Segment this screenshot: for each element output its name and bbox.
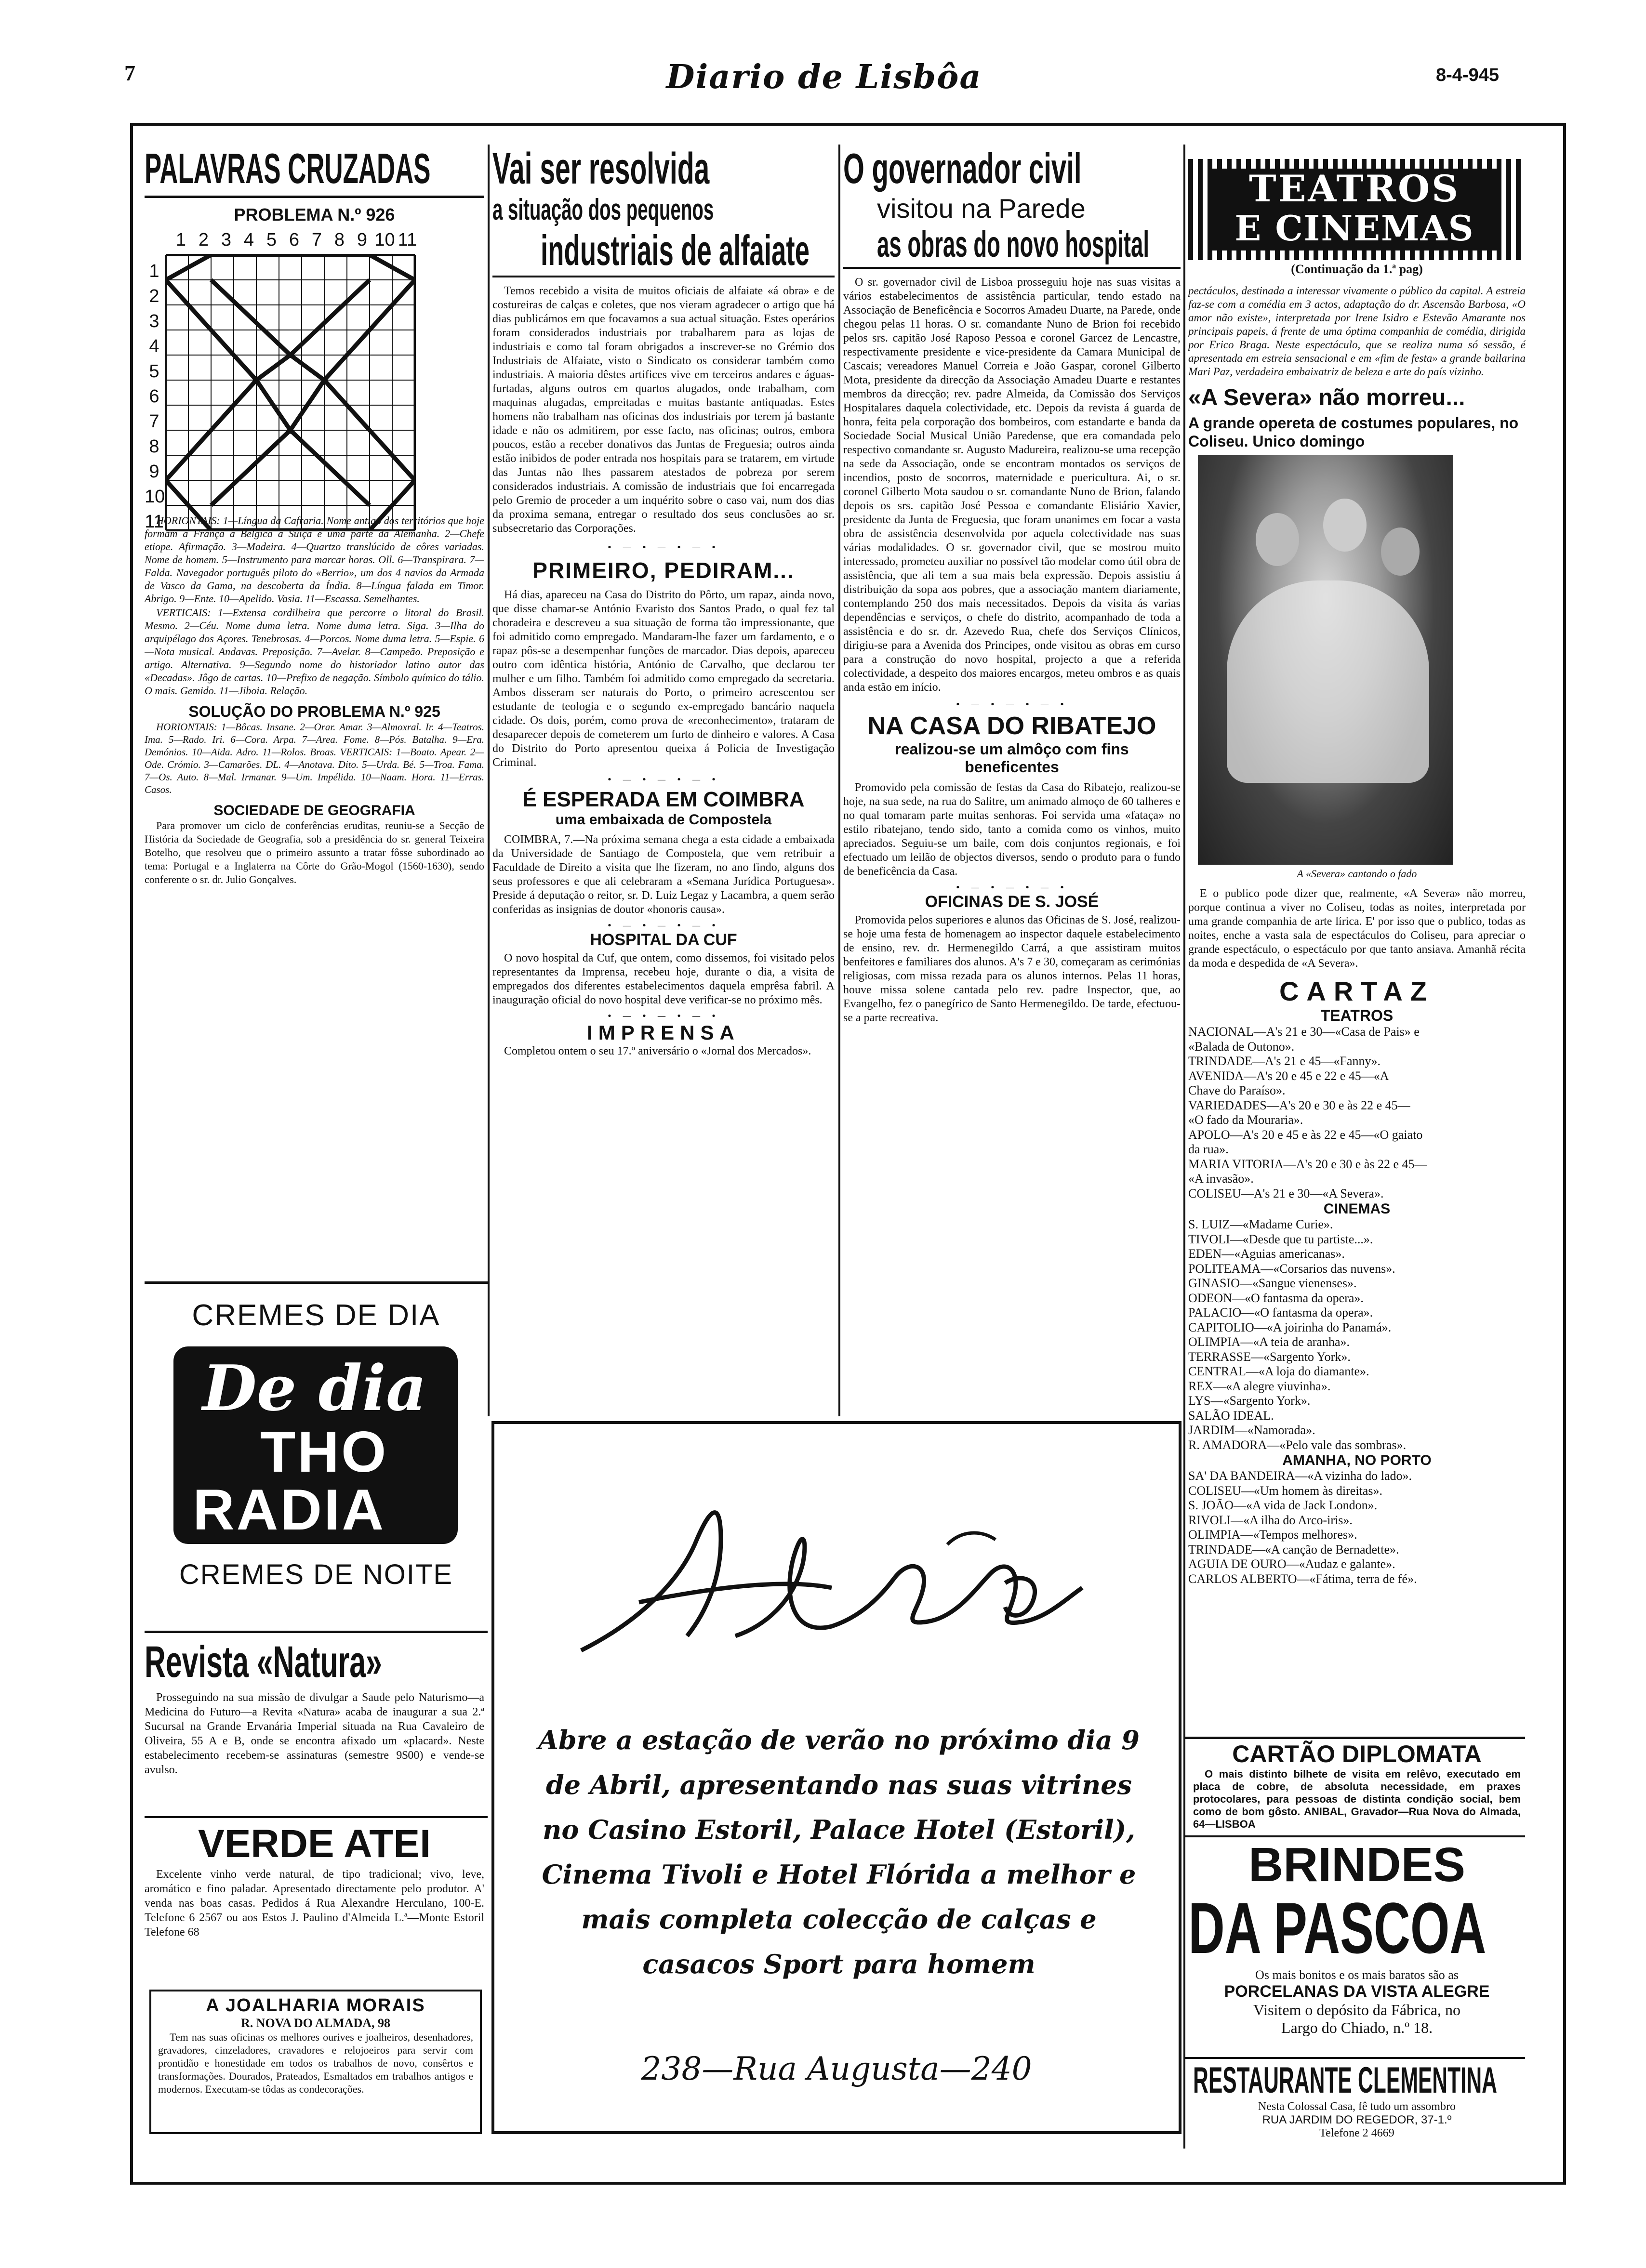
cartaz-porto-line: RIVOLI—«A ilha do Arco-iris». bbox=[1188, 1513, 1353, 1527]
cuf-title: HOSPITAL DA CUF bbox=[590, 931, 737, 949]
crossword-problem: PROBLEMA N.º 926 bbox=[234, 205, 395, 224]
adao-text: Abre a estação de verão no próximo dia 9 de Abril, apresentando nas suas vitrines no Casino Estoril, Palace Hotel (Estoril), Cinema Tivoli e Hotel Flórida a melhor e mais completa colecção de calças e casacos Sport para homem bbox=[538, 1725, 1140, 1979]
severa-subtitle: A grande opereta de costumes populares, no Coliseu. Unico domingo bbox=[1188, 414, 1519, 450]
alfaiate-section bbox=[492, 145, 835, 1416]
column-rule bbox=[488, 145, 490, 1416]
verde-title: VERDE ATEI bbox=[198, 1822, 431, 1866]
cartaz-porto-list bbox=[1188, 1469, 1526, 1586]
cremes-script: De dia bbox=[202, 1351, 427, 1425]
verde-text: Excelente vinho verde natural, de tipo tradicional; vivo, leve, aromático e fino paladar. Apresentado directamente pelo produtor. A' venda nas boas casas. Pedidos á Rua Alexandre Herculano, 100-E. Telefone 6 2567 ou aos Estos J. Paulino d'Almeida L.ª—Monte Estoril Telefone 68 bbox=[145, 1868, 484, 1938]
issue-date: 8-4-945 bbox=[1436, 65, 1499, 85]
cremes-ad bbox=[145, 1284, 488, 1631]
cartaz-teatro-line: «Balada de Outono». bbox=[1188, 1039, 1295, 1054]
cartaz-porto-line: OLIMPIA—«Tempos melhores». bbox=[1188, 1528, 1357, 1542]
crossword-row-number: 2 bbox=[149, 286, 159, 306]
oficinas-title: OFICINAS DE S. JOSÉ bbox=[925, 893, 1099, 911]
cartaz-teatro-line: NACIONAL—A's 21 e 30—«Casa de Pais» e bbox=[1188, 1025, 1420, 1039]
clementina-title: RESTAURANTE CLEMENTINA bbox=[1193, 2061, 1497, 2101]
section-rule bbox=[1185, 1835, 1525, 1837]
cartaz-cinema-line: SALÃO IDEAL. bbox=[1188, 1408, 1274, 1423]
column-rule bbox=[1183, 145, 1185, 2149]
governador-title-1: O governador civil bbox=[843, 145, 1082, 192]
diplomata-title: CARTÃO DIPLOMATA bbox=[1232, 1741, 1482, 1767]
separator-dots: • — • — • — • bbox=[955, 699, 1069, 710]
section-rule bbox=[1185, 1737, 1525, 1739]
diplomata-text: O mais distinto bilhete de visita em relêvo, executado em placa de cobre, de absoluta necessidade, em praxes protocolares, para pessoas de distinta condição social, bem como de bom gôsto. ANIBAL, Gravador—Rua Nova do Almada, 64—LISBOA bbox=[1193, 1768, 1521, 1830]
adao-ad bbox=[491, 1421, 1181, 2134]
crossword-col-number: 9 bbox=[357, 230, 368, 250]
clementina-text-2: RUA JARDIM DO REGEDOR, 37-1.º bbox=[1262, 2113, 1452, 2126]
cartaz-porto-line: CARLOS ALBERTO—«Fátima, terra de fé». bbox=[1188, 1571, 1417, 1586]
alfaiate-title-1: Vai ser resolvida bbox=[492, 145, 710, 193]
crossword-row-number: 5 bbox=[149, 361, 159, 382]
cartaz-porto-line: AGUIA DE OURO—«Audaz e galante». bbox=[1188, 1557, 1395, 1571]
cartaz-cinema-line: ODEON—«O fantasma da opera». bbox=[1188, 1291, 1364, 1305]
primeiro-title: PRIMEIRO, PEDIRAM... bbox=[532, 558, 795, 583]
cartaz-cinema-line: TERRASSE—«Sargento York». bbox=[1188, 1349, 1351, 1364]
cartaz-cinema-line: CAPITOLIO—«A joirinha do Panamá». bbox=[1188, 1320, 1392, 1334]
severa-text: E o publico pode dizer que, realmente, «A Severa» não morreu, porque continua a viver no Coliseu, todas as noites, interpretada por uma grande companhia de arte lírica. E' por isso que o publico, todas as noites, enche a vasta sala de espectáculos do Coliseu, para apreciar o grande espectáculo, o espectáculo por que tanto ansiava. Amanhã récita da moda e despedida de «A Severa». bbox=[1188, 887, 1526, 970]
cartaz-teatro-line: APOLO—A's 20 e 45 e às 22 e 45—«O gaiato bbox=[1188, 1127, 1423, 1142]
separator-dots: • — • — • — • bbox=[607, 1011, 720, 1021]
crossword-row-number: 11 bbox=[145, 512, 164, 532]
crossword-row-number: 1 bbox=[149, 261, 159, 281]
cartaz-cinema-line: CENTRAL—«A loja do diamante». bbox=[1188, 1364, 1369, 1378]
section-rule bbox=[1185, 2057, 1525, 2059]
ribatejo-title: NA CASA DO RIBATEJO bbox=[867, 712, 1156, 740]
joalharia-box bbox=[149, 1990, 482, 2134]
cartaz-teatro-line: AVENIDA—A's 20 e 45 e 22 e 45—«A bbox=[1188, 1068, 1389, 1083]
imprensa-title: IMPRENSA bbox=[587, 1021, 740, 1044]
crossword-col-number: 11 bbox=[398, 230, 417, 250]
adao-address: 238—Rua Augusta—240 bbox=[641, 2050, 1032, 2087]
headline-rule bbox=[492, 276, 835, 277]
crossword-row-numbers bbox=[145, 259, 164, 538]
crossword-col-number: 5 bbox=[266, 230, 277, 250]
crossword-col-number: 10 bbox=[374, 230, 395, 250]
crossword-col-number: 6 bbox=[289, 230, 300, 250]
crossword-row-number: 3 bbox=[149, 311, 159, 331]
column-rule bbox=[838, 145, 840, 1416]
cartaz-teatro-line: COLISEU—A's 21 e 30—«A Severa». bbox=[1188, 1186, 1384, 1200]
crossword-block-line bbox=[211, 430, 370, 505]
section-rule bbox=[145, 1816, 488, 1818]
brindes-section bbox=[1188, 1838, 1526, 2050]
crossword-col-number: 1 bbox=[175, 230, 186, 250]
page-number: 7 bbox=[124, 61, 135, 85]
adao-signature-logo bbox=[494, 1443, 1179, 1694]
crossword-col-number: 8 bbox=[334, 230, 345, 250]
cartaz-teatro-line: VARIEDADES—A's 20 e 30 e às 22 e 45— bbox=[1188, 1098, 1410, 1112]
crossword-row-number: 7 bbox=[149, 411, 159, 432]
crossword-section bbox=[145, 145, 484, 1281]
cartaz-teatros-head: TEATROS bbox=[1320, 1007, 1394, 1024]
crossword-block-line bbox=[211, 280, 370, 355]
teatros-title-2: E CINEMAS bbox=[1234, 208, 1474, 249]
severa-photo bbox=[1198, 455, 1453, 865]
separator-dots: • — • — • — • bbox=[607, 775, 720, 785]
governador-title-3: as obras do novo hospital bbox=[877, 224, 1150, 265]
cartaz-teatro-line: «O fado da Mouraria». bbox=[1188, 1113, 1303, 1127]
cremes-dia-label: CREMES DE DIA bbox=[192, 1299, 440, 1332]
solution-title: SOLUÇÃO DO PROBLEMA N.º 925 bbox=[188, 703, 440, 720]
diplomata-section bbox=[1188, 1740, 1526, 1836]
alfaiate-title-3: industriais de alfaiate bbox=[541, 226, 810, 274]
cartaz-cinema-line: S. LUIZ—«Madame Curie». bbox=[1188, 1217, 1333, 1231]
cartaz-cinema-line: OLIMPIA—«A teia de aranha». bbox=[1188, 1335, 1350, 1349]
cartaz-cinema-line: GINASIO—«Sangue vienenses». bbox=[1188, 1276, 1357, 1290]
cremes-noite-label: CREMES DE NOITE bbox=[179, 1559, 453, 1590]
natura-title: Revista «Natura» bbox=[145, 1637, 382, 1687]
crossword-vertical-clues: VERTICAIS: 1—Extensa cordilheira que percorre o litoral do Brasil. Mesmo. 2—Céu. Nome duma letra. Nome duma letra. Siga. 3—Ilha do arquipélago dos Açores. Tenebrosas. 4—Porcos. Nome duma letra. 5—Espie. 6—Nota musical. Andavas. Preposição. 7—Avelar. 8—Campeão. Preposição e artigo. Alternativa. 9—Segundo nome do historiador latino autor das «Decadas». Jôgo de cartas. 10—Prefixo de negação. Símbolo químico do tálio. O mais. Gemido. 11—Jiboia. Relação. bbox=[145, 607, 484, 697]
separator-dots: • — • — • — • bbox=[607, 542, 720, 553]
brindes-title-2: DA PASCOA bbox=[1188, 1887, 1487, 1968]
cremes-brand-1: THO bbox=[260, 1420, 388, 1484]
cartaz-teatro-line: Chave do Paraíso». bbox=[1188, 1083, 1286, 1097]
cremes-brand-2: RADIA bbox=[193, 1477, 385, 1542]
coimbra-subtitle: uma embaixada de Compostela bbox=[555, 812, 772, 828]
natura-text: Prosseguindo na sua missão de divulgar a Saude pelo Naturismo—a Medicina do Futuro—a Revita «Natura» acaba de inaugurar a sua 2.ª Sucursal na Grande Ervanária Imperial situada na Rua Cavaleiro de Oliveira, 55 A e B, onde se encontra afixado um «placard». Neste estabelecimento recebem-se assinaturas (semestre 9$00) e vende-se avulso. bbox=[145, 1691, 484, 1776]
cartaz-porto-line: SA' DA BANDEIRA—«A vizinha do lado». bbox=[1188, 1469, 1412, 1483]
headline-rule bbox=[843, 267, 1181, 269]
cartaz-cinema-line: JARDIM—«Namorada». bbox=[1188, 1423, 1315, 1437]
oficinas-text: Promovida pelos superiores e alunos das Oficinas de S. José, realizou-se hoje uma festa de homenagem ao inspector daquele estabelecimento de ensino, rev. dr. Hermenegildo Carrá, a que assistiram muitos benfeitores e familiares dos alunos. A's 7 e 30, começaram as cerimónias religiosas, com missa rezada para os alunos internos. Pelas 11 horas, houve missa solene cantada pelo rev. padre Inspector, que, ao Evangelho, fez o panegírico de Santo Hermenegildo. De tarde, efectuou-se a parte recreativa. bbox=[843, 914, 1181, 1024]
cartaz-cinema-line: PALACIO—«O fantasma da opera». bbox=[1188, 1305, 1373, 1319]
crossword-grid-area bbox=[145, 230, 484, 532]
severa-photo-caption: A «Severa» cantando o fado bbox=[1297, 868, 1417, 880]
crossword-row-number: 8 bbox=[149, 436, 159, 457]
separator-dots: • — • — • — • bbox=[607, 921, 720, 931]
governador-text: O sr. governador civil de Lisboa prosseguiu hoje nas suas visitas a vários estabelecimentos de assistência particular, tendo estado na Associação de Beneficência e Socorros Amadeu Duarte, na Parede, onde chegou pelas 11 horas. O sr. comandante Nuno de Brion foi recebido pelos srs. capitão José Raposo Pessoa e coronel Garcez de Lencastre, respectivamente presidente e vice-presidente da Camara Municipal de Cascais; vereadores Manuel Correia e João Gaspar, coronel Gilberto Mota, presidente da direcção da Associação Amadeu Duarte e restantes membros da direcção; rev. padre Almeida, da Comissão dos Serviços Hospitalares daquela colectividade, etc. Depois da revista á guarda de honra, feita pela corporação dos bombeiros, com estandarte e banda da Sociedade Social Musical União Paredense, que era comandada pelo respectivo comandante sr. Augusto Madureira, realizou-se uma recepção na sede da Associação, onde se encontram montados os serviços de incendios, posto de socorros, maternidade e puericultura. Ai, o sr. coronel Gilberto Mota saudou o sr. comandante Nuno de Brion, falando depois os srs. capitão José Pessoa e comandante Elisiário Xavier, presidente da Junta de Freguesia, que foram unanimes em focar a vasta obra de assistência desenvolvida por aquela colectividade nas suas várias modalidades. O sr. governador civil, que se mostrou muito interessado, prometeu auxiliar no possível tão modelar como útil obra de assistência, que ali tem a sua mais bela expressão. Depois assistiu á distribuição da sopa aos pobres, que a associação mantem diariamente, contemplando 250 dos mais necessitados. Depois da visita ás varias dependências e serviços, o chefe do distrito, acompanhado de toda a assistência e do sr. dr. Azevedo Rua, chefe dos Serviços Clínicos, dirigiu-se para a Avenida dos Principes, onde visitou as obras em curso para a construção do novo hospital, projecto a que a referida colectividade, a despeito dos maiores encargos, meteu ombros e as quais anda estão em início. bbox=[843, 276, 1181, 694]
teatros-title-1: TEATROS bbox=[1248, 167, 1460, 210]
cartaz-cinemas-list bbox=[1188, 1217, 1526, 1452]
crossword-row-number: 9 bbox=[149, 462, 159, 482]
cartaz-cinema-line: REX—«A alegre viuvinha». bbox=[1188, 1379, 1331, 1393]
cartaz-title: CARTAZ bbox=[1279, 976, 1435, 1006]
cartaz-teatro-line: MARIA VITORIA—A's 20 e 30 e às 22 e 45— bbox=[1188, 1157, 1427, 1171]
cartaz-porto-line: COLISEU—«Um homem às direitas». bbox=[1188, 1483, 1382, 1498]
crossword-row-number: 10 bbox=[145, 487, 165, 507]
clementina-text-1: Nesta Colossal Casa, fê tudo um assombro bbox=[1258, 2100, 1456, 2113]
imprensa-text: Completou ontem o seu 17.º aniversário o «Jornal dos Mercados». bbox=[504, 1045, 811, 1057]
cartaz-porto-line: TRINDADE—«A canção de Bernadette». bbox=[1188, 1542, 1399, 1556]
coimbra-text: COIMBRA, 7.—Na próxima semana chega a esta cidade a embaixada da Universidade de Santiago de Compostela, que vem retribuir a Faculdade de Direito a visita que lhe fizeram, no ano findo, alguns dos seus professores e que ali celebraram a «Semana Jurídica Portuguesa». Preside á deputação o reitor, sr. D. Luiz Legaz y Lacambra, a quem serão conferidas as insignias de doutor «honoris causa». bbox=[492, 833, 835, 916]
cartaz-porto-line: S. JOÃO—«A vida de Jack London». bbox=[1188, 1498, 1378, 1512]
crossword-row-number: 6 bbox=[149, 386, 159, 407]
verde-section bbox=[145, 1821, 484, 1975]
geografia-title: SOCIEDADE DE GEOGRAFIA bbox=[213, 803, 415, 818]
crossword-grid bbox=[165, 254, 416, 531]
crossword-col-number: 2 bbox=[198, 230, 209, 250]
crossword-block-line bbox=[256, 355, 324, 430]
newspaper-title: Diario de Lisbôa bbox=[666, 58, 982, 96]
joalharia-text: Tem nas suas oficinas os melhores ourives e joalheiros, desenhadores, gravadores, cinzeladores, cravadores e relojoeiros para servir com prontidão e honestidade em todos os trabalhos de novo, consêrtos e transformações. Dourados, Prateados, Esmaltados em trabalhos antigos e modernos. Executam-se tôdas as condecorações. bbox=[158, 2031, 473, 2095]
alfaiate-text: Temos recebido a visita de muitos oficiais de alfaiate «á obra» e de costureiras de calças e coletes, que nos vieram agradecer o artigo que há dias publicámos em que focavamos a sua actual situação. Estes operários foram considerados industriais por trabalharem para as lojas de industriais e como tal foram obrigados a inscrever-se no Grémio dos Industriais de Alfaiate, visto o Sindicato os considerar também como industriais. A maioria dêstes artifices vive em terceiros andares e águas-furtadas, alguns outros em quartos alugados, onde trabalham, com maquinas alugadas, empreitadas e muitas bastante antiquadas. Estes homens não trabalham nas oficinas dos industriais por terem já bastante idade e não os admitirem, por esse facto, nas oficinas; outros, embora poucos, estão a receber donativos das Juntas de Freguesia; outros ainda estão inibidos de poder entrada nos hospitais para se tratarem, em virtude das Juntas não lhes passarem atestados de pobreza por serem considerados industriais. A comissão de industriais que foi encarregada pelo Gremio de proceder a um inquérito sobre o caso vai, num dos dias da proxima semana, entregar o resultado dos seus conclusões ao sr. subsecretario das Corporações. bbox=[492, 285, 835, 535]
governador-section bbox=[843, 145, 1181, 1416]
ribatejo-subtitle: realizou-se um almôço com fins beneficentes bbox=[895, 740, 1129, 776]
cartaz-teatro-line: da rua». bbox=[1188, 1142, 1229, 1156]
brindes-text-3: Visitem o depósito da Fábrica, no bbox=[1253, 2001, 1460, 2018]
governador-title-2: visitou na Parede bbox=[877, 193, 1086, 224]
clementina-text-3: Telefone 2 4669 bbox=[1319, 2127, 1394, 2138]
alfaiate-title-2: a situação dos pequenos bbox=[492, 193, 714, 226]
cartaz-cinema-line: LYS—«Sargento York». bbox=[1188, 1394, 1311, 1408]
geografia-text: Para promover um ciclo de conferências eruditas, reuniu-se a Secção de História da Sociedade de Geografia, sob a presidência do sr. general Teixeira Botelho, que resolveu que o primeiro assunto a tratar fôsse subordinado ao tema: Portugal e a Inglaterra na Côrte do Grão-Mogol (1560-1630), sendo conferente o sr. dr. Julio Gonçalves. bbox=[145, 819, 484, 885]
brindes-text-4: Largo do Chiado, n.º 18. bbox=[1281, 2019, 1433, 2036]
cremes-logo bbox=[173, 1346, 458, 1544]
teatros-text: pectáculos, destinada a interessar vivamente o público da capital. A estreia faz-se com a comédia em 3 actos, adaptação do dr. Ascensão Barbosa, «O amor não existe», interpretada por Irene Isidro e Estevão Amarante nos principais papeis, á frente de uma óptima companhia de comédia, dirigida por Erico Braga. Neste espectáculo, que se realiza numa só sessão, é apresentada em estreia sensacional e em «fim de festa» a grande bailarina Mari Paz, verdadeira embaixatriz de beleza e arte do país vizinho. bbox=[1188, 285, 1526, 378]
crossword-title: PALAVRAS CRUZADAS bbox=[145, 145, 431, 192]
crossword-col-number: 4 bbox=[243, 230, 254, 250]
crossword-horizontal-clues: HORIONTAIS: 1—Língua da Cafraria. Nome antigo dos territórios que hoje formam a França a Bélgica a Suíça e uma parte da Alemanha. 2—Chefe etiope. Afirmação. 3—Madeira. 4—Quartzo translúcido de côres variadas. Nome de homem. 5—Instrumento para marcar horas. Oll. 6—Transpirara. 7—Falda. Navegador português piloto do «Berrio», um dos 4 navios da Armada de Vasco da Gama, na descoberta da Índia. 8—Língua falada em Timor. Abrigo. 9—Ente. 10—Apelido. Vasia. 11—Escassa. Semelhantes. bbox=[145, 514, 484, 605]
crossword-block-line bbox=[166, 255, 415, 280]
cartaz-porto-head: AMANHA, NO PORTO bbox=[1282, 1452, 1432, 1468]
brindes-title-1: BRINDES bbox=[1248, 1838, 1466, 1892]
coimbra-title: É ESPERADA EM COIMBRA bbox=[522, 788, 805, 811]
brindes-text-1: Os mais bonitos e os mais baratos são as bbox=[1255, 1968, 1459, 1982]
crossword-col-number: 7 bbox=[311, 230, 322, 250]
cartaz-teatro-line: TRINDADE—A's 21 e 45—«Fanny». bbox=[1188, 1054, 1381, 1068]
severa-title: «A Severa» não morreu... bbox=[1188, 385, 1465, 410]
solution-text: HORIONTAIS: 1—Bôcas. Insane. 2—Orar. Amar. 3—Almoxral. Ir. 4—Teatros. Ima. 5—Rado. Iri. 6—Cora. Arpa. 7—Area. Fome. 8—Pós. Batalha. 9—Era. Demónios. 10—Aida. Adro. 11—Rolos. Broas. VERTICAIS: 1—Boato. Apear. 2—Ode. Crómio. 3—Camarões. DL. 4—Anotava. Dito. 5—Urda. Bé. 5—Troa. Fama. 7—Os. Auto. 8—Mal. Irmanar. 9—Um. Impélida. 10—Naam. Hora. 11—Erras. Casos. bbox=[145, 721, 484, 795]
teatros-continuation: (Continuação da 1.ª pag) bbox=[1291, 262, 1423, 276]
cartaz-cinema-line: R. AMADORA—«Pelo vale das sombras». bbox=[1188, 1437, 1407, 1452]
cartaz-cinema-line: POLITEAMA—«Corsarios das nuvens». bbox=[1188, 1261, 1395, 1276]
cartaz-cinema-line: TIVOLI—«Desde que tu partiste...». bbox=[1188, 1232, 1373, 1246]
cuf-text: O novo hospital da Cuf, que ontem, como dissemos, foi visitado pelos representantes da Imprensa, recebeu hoje, durante o dia, a visita de empregados dos diferentes estabelecimentos daquela emprêsa fabril. A inauguração oficial do novo hospital deve verificar-se no próximo mês. bbox=[492, 952, 835, 1006]
section-rule bbox=[145, 1631, 488, 1633]
cartaz-cinema-line: EDEN—«Aguias americanas». bbox=[1188, 1247, 1345, 1261]
natura-section bbox=[145, 1635, 484, 1819]
cartaz-cinemas-head: CINEMAS bbox=[1323, 1201, 1391, 1217]
crossword-col-number: 3 bbox=[221, 230, 232, 250]
cartaz-teatro-line: «A invasão». bbox=[1188, 1172, 1254, 1186]
crossword-column-numbers bbox=[170, 230, 478, 251]
crossword-rule bbox=[145, 196, 484, 198]
cartaz-teatros-list bbox=[1188, 1025, 1526, 1201]
teatros-banner bbox=[1188, 159, 1521, 260]
primeiro-text: Há dias, apareceu na Casa do Distrito do Pôrto, um rapaz, ainda novo, que disse chamar-se António Evaristo dos Santos Prado, o qual fez tal choradeira e descreveu a sua situação de forma tão impressionante, que foi admitido como empregado. Mandaram-lhe fazer um fardamento, e o rapaz pôs-se a desempenhar funções de marcador. Dias depois, apareceu outro com idêntica história, António de Carvalho, que declarou ter mulher e um filho. Também foi admitido como empregado da secretaria. Ambos disseram ser naturais do Porto, o primeiro acrescentou ser estudante de teologia e o segundo ex-empregado bancário naquela cidade. Os dois, porém, como prova de «reconhecimento», trataram de desaparecer depois de cometerem um furto de dinheiro e valores. A Casa do Distrito do Porto apresentou queixa á Policia de Investigação Criminal. bbox=[492, 589, 835, 769]
brindes-text-2: PORCELANAS DA VISTA ALEGRE bbox=[1224, 1982, 1490, 2001]
crossword-row-number: 4 bbox=[149, 336, 159, 356]
joalharia-address: R. NOVA DO ALMADA, 98 bbox=[240, 2016, 391, 2030]
separator-dots: • — • — • — • bbox=[955, 883, 1069, 893]
ribatejo-text: Promovido pela comissão de festas da Casa do Ribatejo, realizou-se hoje, na sua sede, na rua do Salitre, um animado almoço de 60 talheres e no qual tomaram parte muitas senhoras. Foi servida uma «fataça» no estilo ribatejano, tendo sido, tanto a comida como os vinhos, muito apreciados. Seguiu-se um baile, com dois conjuntos regionais, e foi efectuado um leilão de objectos diversos, sendo o produto para o fundo de beneficência da Casa. bbox=[843, 781, 1181, 878]
clementina-section bbox=[1188, 2061, 1526, 2138]
joalharia-title: A JOALHARIA MORAIS bbox=[206, 1995, 425, 2016]
